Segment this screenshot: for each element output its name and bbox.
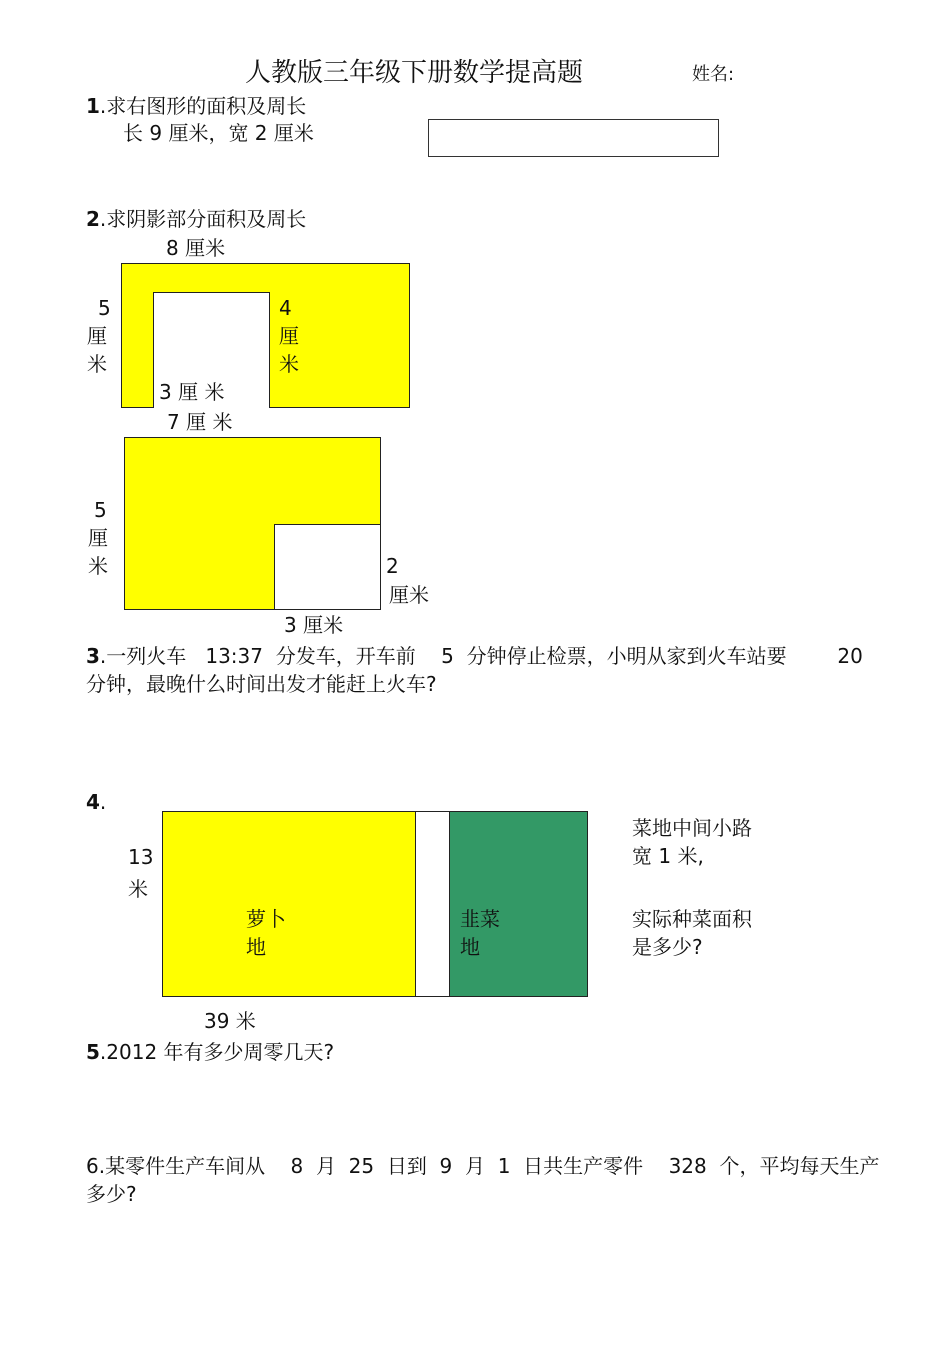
question-3-number: 3 bbox=[86, 644, 100, 668]
fig2-right-number: 2 bbox=[386, 554, 399, 578]
fig1-inner-bottom-label: 3 厘 米 bbox=[159, 380, 225, 404]
fig1-left-unit-1: 厘 bbox=[87, 324, 107, 348]
fig1-left-unit-2: 米 bbox=[87, 352, 107, 376]
leek-label-2: 地 bbox=[460, 935, 480, 959]
fig1-top-label: 8 厘米 bbox=[166, 236, 226, 260]
fig2-bottom-label: 3 厘米 bbox=[284, 613, 344, 637]
question-3 bbox=[86, 642, 863, 670]
fig1-right-unit-2: 米 bbox=[279, 352, 299, 376]
middle-path bbox=[415, 811, 450, 997]
question-4 bbox=[86, 788, 106, 816]
fig1-right-unit-1: 厘 bbox=[279, 324, 299, 348]
question-2-number: 2 bbox=[86, 207, 100, 231]
question-5 bbox=[86, 1038, 334, 1066]
field-width-label: 39 米 bbox=[204, 1009, 256, 1033]
fig2-right-unit: 厘米 bbox=[389, 583, 429, 607]
rectangle-figure bbox=[428, 119, 719, 157]
q4-side-text-4: 是多少? bbox=[632, 935, 703, 959]
fig2-left-unit-2: 米 bbox=[88, 554, 108, 578]
page-title: 人教版三年级下册数学提高题 bbox=[245, 58, 584, 88]
question-1-number: 1 bbox=[86, 94, 100, 118]
question-5-number: 5 bbox=[86, 1040, 100, 1064]
fig1-bottom-label: 7 厘 米 bbox=[167, 410, 233, 434]
question-4-dot: . bbox=[99, 790, 107, 814]
fig1-left-number: 5 bbox=[98, 296, 111, 320]
fig1-right-number: 4 bbox=[279, 296, 292, 320]
question-1-dimensions: 长 9 厘米，宽 2 厘米 bbox=[123, 121, 314, 145]
fig2-left-number: 5 bbox=[94, 498, 107, 522]
question-1-text: .求右图形的面积及周长 bbox=[99, 94, 307, 118]
question-2-text: .求阴影部分面积及周长 bbox=[99, 207, 307, 231]
question-6-line-2: 多少? bbox=[86, 1182, 137, 1206]
question-6-line-1: 6.某零件生产车间从 8 月 25 日到 9 月 1 日共生产零件 328 个，平均每天生产 bbox=[86, 1154, 880, 1178]
radish-label-2: 地 bbox=[246, 935, 266, 959]
question-5-text: .2012 年有多少周零几天? bbox=[99, 1040, 335, 1064]
fig2-left-unit-1: 厘 bbox=[88, 526, 108, 550]
question-1 bbox=[86, 92, 306, 120]
question-3-line-2: 分钟，最晚什么时间出发才能赶上火车? bbox=[86, 672, 437, 696]
q4-side-text-3: 实际种菜面积 bbox=[632, 907, 752, 931]
field-height-number: 13 bbox=[128, 845, 154, 869]
name-label: 姓名: bbox=[692, 64, 735, 85]
fig2-unshaded-square bbox=[274, 524, 381, 610]
leek-field bbox=[449, 811, 588, 997]
leek-label-1: 韭菜 bbox=[460, 907, 500, 931]
radish-label-1: 萝卜 bbox=[246, 907, 286, 931]
field-height-unit: 米 bbox=[128, 877, 148, 901]
radish-field bbox=[162, 811, 416, 997]
question-3-line-1: .一列火车 13:37 分发车，开车前 5 分钟停止检票，小明从家到火车站要 20 bbox=[99, 644, 863, 668]
question-4-number: 4 bbox=[86, 790, 100, 814]
question-2 bbox=[86, 205, 306, 233]
q4-side-text-2: 宽 1 米, bbox=[632, 844, 704, 868]
q4-side-text-1: 菜地中间小路 bbox=[632, 816, 752, 840]
